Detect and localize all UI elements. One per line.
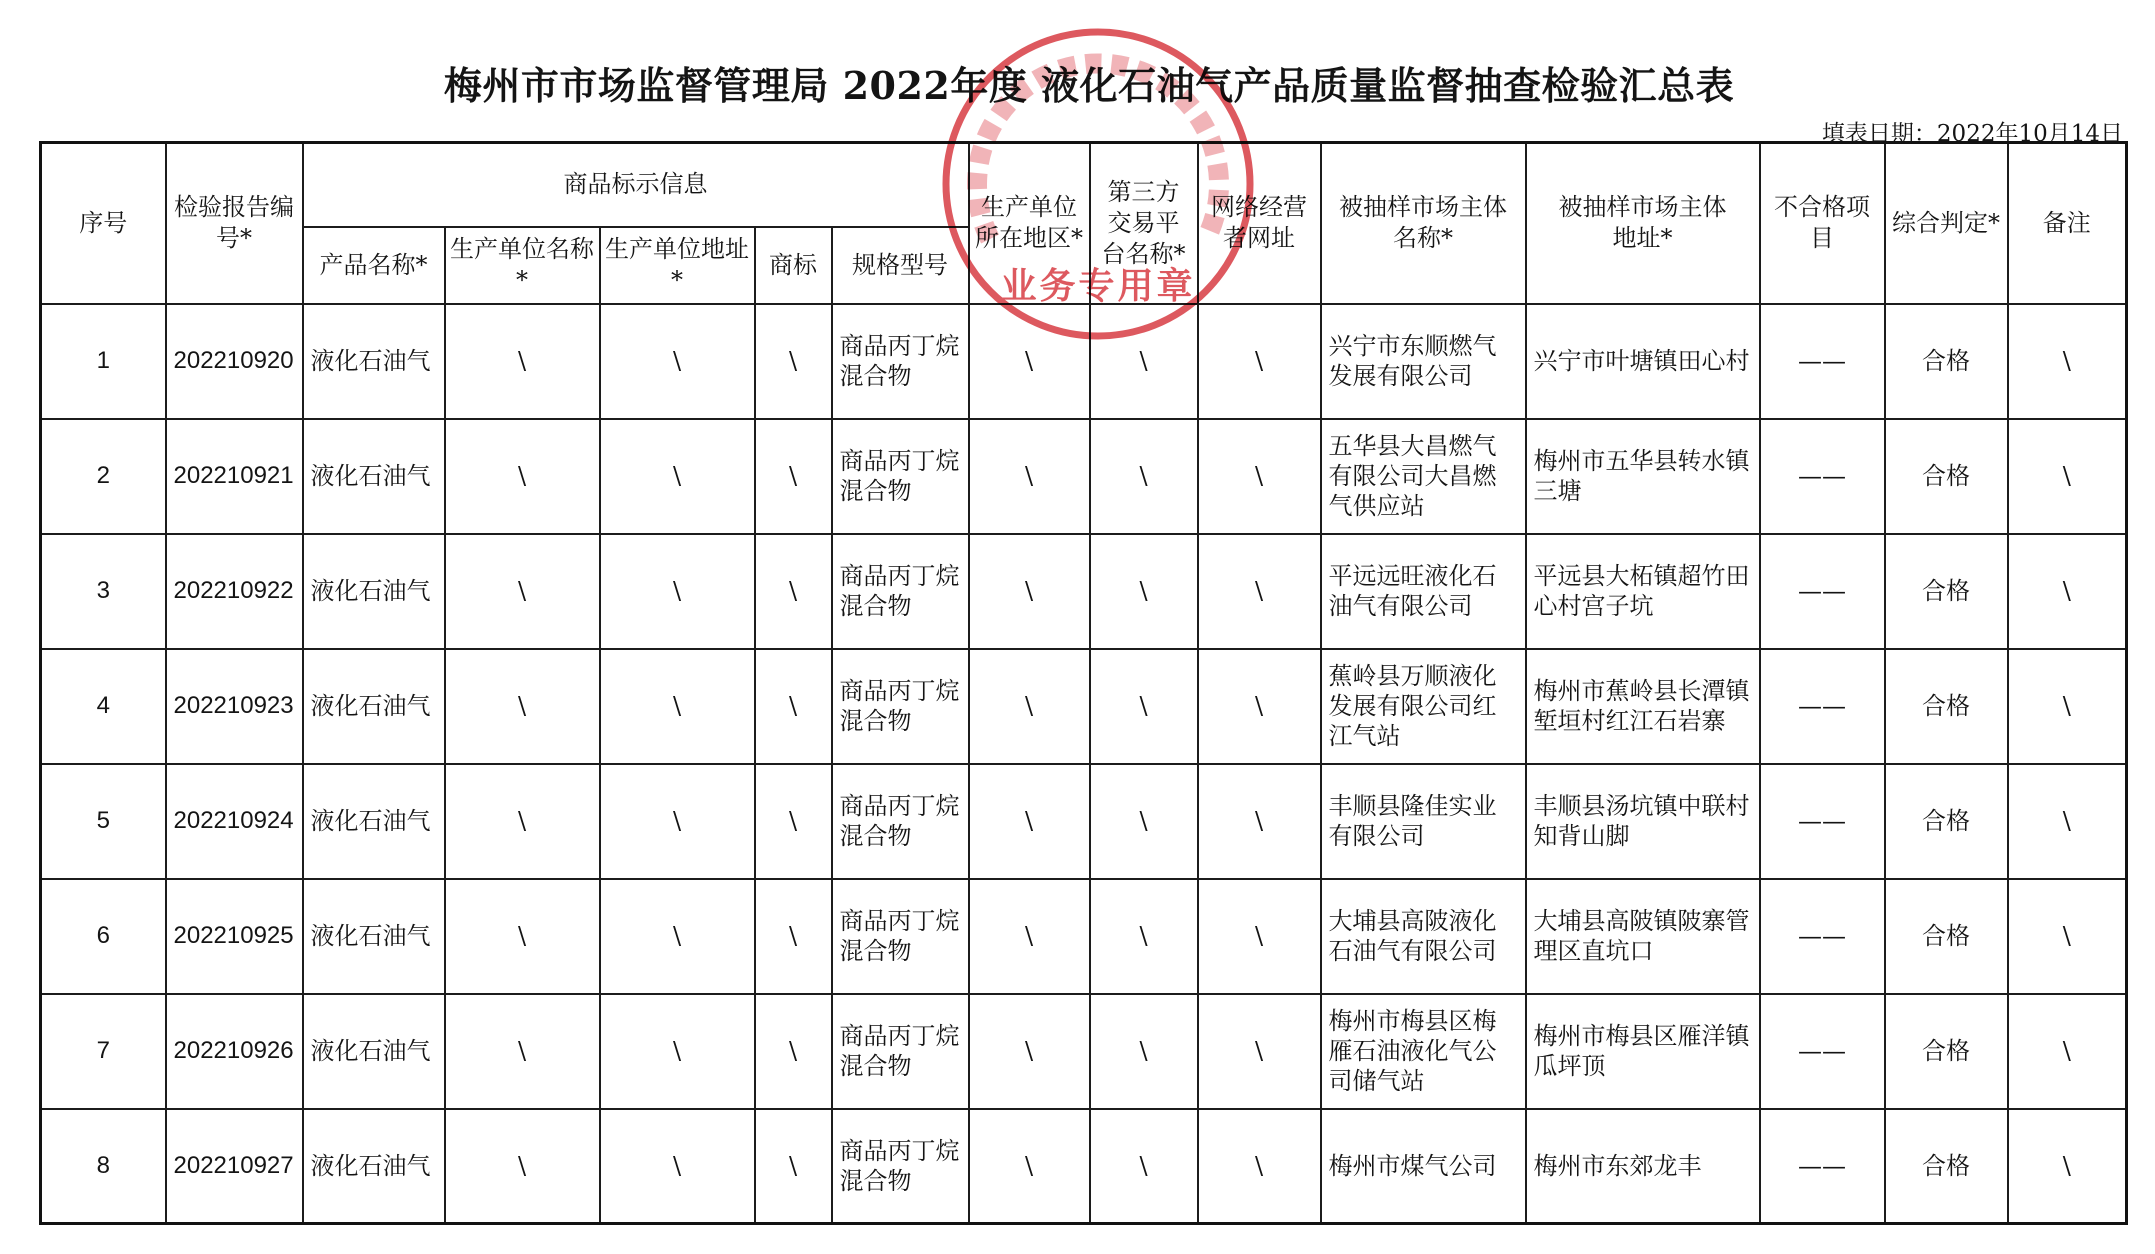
spec-model-text: 商品丙丁烷混合物 bbox=[839, 677, 960, 735]
cell-overall-judgment: 合格 bbox=[1885, 994, 2008, 1109]
cell-report-no: 202210920 bbox=[166, 304, 303, 419]
cell-trademark: \ bbox=[755, 879, 832, 994]
header-trademark bbox=[755, 227, 832, 304]
cell-overall-judgment: 合格 bbox=[1885, 764, 2008, 879]
cell-manufacturer-address: \ bbox=[600, 994, 755, 1109]
cell-remarks: \ bbox=[2008, 764, 2127, 879]
table-row bbox=[41, 764, 2127, 879]
cell-product-name bbox=[303, 1109, 445, 1224]
cell-nonconforming-items: —— bbox=[1760, 994, 1885, 1109]
cell-sampled-entity-name bbox=[1321, 1109, 1526, 1224]
spec-model-text: 商品丙丁烷混合物 bbox=[839, 562, 960, 620]
cell-seq: 5 bbox=[41, 764, 166, 879]
table-row bbox=[41, 649, 2127, 764]
cell-manufacturer-name: \ bbox=[445, 534, 600, 649]
cell-trademark: \ bbox=[755, 994, 832, 1109]
cell-report-no: 202210924 bbox=[166, 764, 303, 879]
table-row bbox=[41, 304, 2127, 419]
sampled-entity-address-text: 梅州市五华县转水镇三塘 bbox=[1533, 447, 1750, 505]
sampled-entity-name-text: 兴宁市东顺燃气发展有限公司 bbox=[1328, 332, 1497, 390]
header-nonconforming-items-label: 不合格项目 bbox=[1774, 193, 1870, 253]
header-sampled-entity-name bbox=[1321, 143, 1526, 304]
cell-sampled-entity-name bbox=[1321, 764, 1526, 879]
cell-sampled-entity-address bbox=[1526, 534, 1760, 649]
cell-platform-name: \ bbox=[1090, 879, 1198, 994]
sampled-entity-address-text: 梅州市东郊龙丰 bbox=[1533, 1151, 1702, 1180]
cell-overall-judgment: 合格 bbox=[1885, 419, 2008, 534]
header-trademark-label: 商标 bbox=[769, 250, 817, 279]
header-spec-model bbox=[832, 227, 969, 304]
cell-nonconforming-items: —— bbox=[1760, 304, 1885, 419]
cell-sampled-entity-address bbox=[1526, 994, 1760, 1109]
header-remarks bbox=[2008, 143, 2127, 304]
sampled-entity-address-text: 兴宁市叶塘镇田心村 bbox=[1533, 347, 1750, 375]
cell-overall-judgment: 合格 bbox=[1885, 649, 2008, 764]
header-manufacturer-region-label: 生产单位所在地区* bbox=[974, 193, 1083, 253]
spec-model-text: 商品丙丁烷混合物 bbox=[839, 332, 960, 390]
cell-product-name bbox=[303, 534, 445, 649]
cell-manufacturer-address: \ bbox=[600, 764, 755, 879]
cell-seq: 3 bbox=[41, 534, 166, 649]
sampled-entity-address-text: 大埔县高陂镇陂寨管理区直坑口 bbox=[1533, 907, 1750, 965]
sampled-entity-name-text: 平远远旺液化石油气有限公司 bbox=[1328, 562, 1497, 620]
cell-online-seller-url: \ bbox=[1198, 419, 1321, 534]
cell-product-name bbox=[303, 649, 445, 764]
cell-spec-model bbox=[832, 1109, 969, 1224]
header-sampled-entity-name-label: 被抽样市场主体名称* bbox=[1339, 193, 1507, 253]
cell-sampled-entity-name bbox=[1321, 419, 1526, 534]
cell-seq: 8 bbox=[41, 1109, 166, 1224]
cell-trademark: \ bbox=[755, 764, 832, 879]
header-product-name bbox=[303, 227, 445, 304]
cell-online-seller-url: \ bbox=[1198, 764, 1321, 879]
cell-trademark: \ bbox=[755, 304, 832, 419]
cell-seq: 2 bbox=[41, 419, 166, 534]
cell-report-no: 202210927 bbox=[166, 1109, 303, 1224]
cell-spec-model bbox=[832, 534, 969, 649]
cell-manufacturer-region: \ bbox=[969, 1109, 1090, 1224]
product-name-text: 液化石油气 bbox=[310, 1151, 431, 1180]
cell-nonconforming-items: —— bbox=[1760, 649, 1885, 764]
cell-remarks: \ bbox=[2008, 1109, 2127, 1224]
header-platform-name-label: 第三方交易平台名称* bbox=[1101, 177, 1186, 268]
cell-nonconforming-items: —— bbox=[1760, 1109, 1885, 1224]
seal-text: 业务专用章 bbox=[1000, 266, 1196, 307]
header-overall-judgment-label: 综合判定* bbox=[1892, 208, 2000, 237]
cell-sampled-entity-name bbox=[1321, 879, 1526, 994]
cell-manufacturer-name: \ bbox=[445, 304, 600, 419]
cell-platform-name: \ bbox=[1090, 534, 1198, 649]
cell-overall-judgment: 合格 bbox=[1885, 304, 2008, 419]
spec-model-text: 商品丙丁烷混合物 bbox=[839, 1022, 960, 1080]
header-sampled-entity-address-label: 被抽样市场主体地址* bbox=[1558, 193, 1727, 253]
cell-manufacturer-name: \ bbox=[445, 649, 600, 764]
cell-manufacturer-name: \ bbox=[445, 879, 600, 994]
cell-manufacturer-name: \ bbox=[445, 764, 600, 879]
cell-platform-name: \ bbox=[1090, 649, 1198, 764]
inspection-summary-table bbox=[39, 141, 2128, 1225]
cell-manufacturer-region: \ bbox=[969, 994, 1090, 1109]
cell-product-name bbox=[303, 304, 445, 419]
table-row bbox=[41, 419, 2127, 534]
sampled-entity-name-text: 梅州市煤气公司 bbox=[1328, 1151, 1497, 1180]
cell-report-no: 202210925 bbox=[166, 879, 303, 994]
header-spec-model-label: 规格型号 bbox=[852, 250, 948, 279]
cell-manufacturer-region: \ bbox=[969, 649, 1090, 764]
header-online-seller-url-label: 网络经营者网址 bbox=[1211, 193, 1307, 253]
table-row bbox=[41, 1109, 2127, 1224]
cell-sampled-entity-address bbox=[1526, 879, 1760, 994]
sampled-entity-name-text: 五华县大昌燃气有限公司大昌燃气供应站 bbox=[1328, 432, 1497, 520]
cell-trademark: \ bbox=[755, 1109, 832, 1224]
cell-report-no: 202210922 bbox=[166, 534, 303, 649]
spec-model-text: 商品丙丁烷混合物 bbox=[839, 792, 960, 850]
header-sampled-entity-address bbox=[1526, 143, 1760, 304]
cell-manufacturer-address: \ bbox=[600, 304, 755, 419]
table-header bbox=[41, 143, 2127, 304]
cell-spec-model bbox=[832, 994, 969, 1109]
cell-sampled-entity-address bbox=[1526, 1109, 1760, 1224]
cell-overall-judgment: 合格 bbox=[1885, 1109, 2008, 1224]
product-name-text: 液化石油气 bbox=[310, 922, 431, 950]
sampled-entity-address-text: 梅州市蕉岭县长潭镇堑垣村红江石岩寨 bbox=[1533, 677, 1750, 735]
cell-sampled-entity-address bbox=[1526, 419, 1760, 534]
cell-product-name bbox=[303, 994, 445, 1109]
cell-spec-model bbox=[832, 304, 969, 419]
header-manufacturer-address-label: 生产单位地址* bbox=[604, 235, 749, 294]
header-nonconforming-items bbox=[1760, 143, 1885, 304]
header-manufacturer-region bbox=[969, 143, 1090, 304]
cell-online-seller-url: \ bbox=[1198, 1109, 1321, 1224]
header-product-name-label: 产品名称* bbox=[319, 250, 428, 279]
cell-sampled-entity-address bbox=[1526, 304, 1760, 419]
cell-trademark: \ bbox=[755, 534, 832, 649]
cell-manufacturer-address: \ bbox=[600, 649, 755, 764]
cell-sampled-entity-name bbox=[1321, 649, 1526, 764]
header-report-no bbox=[166, 143, 303, 304]
cell-seq: 6 bbox=[41, 879, 166, 994]
cell-platform-name: \ bbox=[1090, 764, 1198, 879]
cell-seq: 1 bbox=[41, 304, 166, 419]
document-title: 梅州市市场监督管理局 2022年度 液化石油气产品质量监督抽查检验汇总表 bbox=[443, 63, 1735, 108]
cell-sampled-entity-name bbox=[1321, 994, 1526, 1109]
cell-manufacturer-name: \ bbox=[445, 994, 600, 1109]
cell-overall-judgment: 合格 bbox=[1885, 879, 2008, 994]
header-manufacturer-address bbox=[600, 227, 755, 304]
cell-manufacturer-region: \ bbox=[969, 534, 1090, 649]
cell-platform-name: \ bbox=[1090, 1109, 1198, 1224]
cell-seq: 4 bbox=[41, 649, 166, 764]
product-name-text: 液化石油气 bbox=[310, 692, 431, 720]
cell-platform-name: \ bbox=[1090, 304, 1198, 419]
cell-platform-name: \ bbox=[1090, 419, 1198, 534]
product-name-text: 液化石油气 bbox=[310, 577, 431, 605]
header-seq-label: 序号 bbox=[79, 208, 128, 237]
cell-manufacturer-address: \ bbox=[600, 534, 755, 649]
cell-nonconforming-items: —— bbox=[1760, 879, 1885, 994]
table-body bbox=[41, 304, 2127, 1224]
cell-spec-model bbox=[832, 764, 969, 879]
header-platform-name bbox=[1090, 143, 1198, 304]
spec-model-text: 商品丙丁烷混合物 bbox=[839, 907, 960, 965]
cell-remarks: \ bbox=[2008, 649, 2127, 764]
product-name-text: 液化石油气 bbox=[310, 807, 431, 835]
cell-nonconforming-items: —— bbox=[1760, 764, 1885, 879]
sampled-entity-name-text: 大埔县高陂液化石油气有限公司 bbox=[1328, 907, 1497, 965]
cell-remarks: \ bbox=[2008, 304, 2127, 419]
cell-manufacturer-name: \ bbox=[445, 1109, 600, 1224]
header-online-seller-url bbox=[1198, 143, 1321, 304]
sampled-entity-address-text: 梅州市梅县区雁洋镇瓜坪顶 bbox=[1533, 1022, 1750, 1080]
cell-remarks: \ bbox=[2008, 419, 2127, 534]
cell-online-seller-url: \ bbox=[1198, 879, 1321, 994]
cell-manufacturer-region: \ bbox=[969, 304, 1090, 419]
cell-seq: 7 bbox=[41, 994, 166, 1109]
cell-product-name bbox=[303, 879, 445, 994]
header-remarks-label: 备注 bbox=[2042, 208, 2091, 237]
header-manufacturer-name-label: 生产单位名称* bbox=[449, 235, 594, 294]
cell-product-name bbox=[303, 764, 445, 879]
header-seq bbox=[41, 143, 166, 304]
cell-nonconforming-items: —— bbox=[1760, 534, 1885, 649]
cell-platform-name: \ bbox=[1090, 994, 1198, 1109]
cell-report-no: 202210926 bbox=[166, 994, 303, 1109]
cell-overall-judgment: 合格 bbox=[1885, 534, 2008, 649]
cell-report-no: 202210921 bbox=[166, 419, 303, 534]
cell-online-seller-url: \ bbox=[1198, 304, 1321, 419]
cell-manufacturer-region: \ bbox=[969, 764, 1090, 879]
sampled-entity-name-text: 蕉岭县万顺液化发展有限公司红江气站 bbox=[1328, 662, 1497, 750]
cell-sampled-entity-address bbox=[1526, 649, 1760, 764]
header-row-top bbox=[41, 143, 2127, 227]
cell-sampled-entity-address bbox=[1526, 764, 1760, 879]
cell-product-name bbox=[303, 419, 445, 534]
table-row bbox=[41, 994, 2127, 1109]
cell-spec-model bbox=[832, 649, 969, 764]
cell-manufacturer-address: \ bbox=[600, 1109, 755, 1224]
table-row bbox=[41, 534, 2127, 649]
cell-spec-model bbox=[832, 879, 969, 994]
cell-remarks: \ bbox=[2008, 879, 2127, 994]
header-manufacturer-name bbox=[445, 227, 600, 304]
cell-trademark: \ bbox=[755, 649, 832, 764]
sampled-entity-name-text: 丰顺县隆佳实业有限公司 bbox=[1328, 792, 1497, 850]
cell-manufacturer-region: \ bbox=[969, 419, 1090, 534]
cell-manufacturer-address: \ bbox=[600, 879, 755, 994]
sampled-entity-name-text: 梅州市梅县区梅雁石油液化气公司储气站 bbox=[1328, 1007, 1497, 1095]
cell-sampled-entity-name bbox=[1321, 534, 1526, 649]
cell-nonconforming-items: —— bbox=[1760, 419, 1885, 534]
header-overall-judgment bbox=[1885, 143, 2008, 304]
cell-online-seller-url: \ bbox=[1198, 994, 1321, 1109]
spec-model-text: 商品丙丁烷混合物 bbox=[839, 1136, 960, 1195]
fill-date: 填表日期：2022年10月14日 bbox=[1821, 121, 2123, 147]
cell-spec-model bbox=[832, 419, 969, 534]
cell-online-seller-url: \ bbox=[1198, 649, 1321, 764]
cell-remarks: \ bbox=[2008, 534, 2127, 649]
cell-trademark: \ bbox=[755, 419, 832, 534]
product-name-text: 液化石油气 bbox=[310, 462, 431, 490]
header-product-info-group bbox=[303, 143, 969, 227]
cell-online-seller-url: \ bbox=[1198, 534, 1321, 649]
product-name-text: 液化石油气 bbox=[310, 347, 431, 375]
cell-manufacturer-region: \ bbox=[969, 879, 1090, 994]
spec-model-text: 商品丙丁烷混合物 bbox=[839, 447, 960, 505]
sampled-entity-address-text: 丰顺县汤坑镇中联村知背山脚 bbox=[1533, 792, 1750, 850]
cell-manufacturer-address: \ bbox=[600, 419, 755, 534]
header-report-no-label: 检验报告编号* bbox=[174, 193, 294, 253]
cell-remarks: \ bbox=[2008, 994, 2127, 1109]
product-name-text: 液化石油气 bbox=[310, 1037, 431, 1065]
sampled-entity-address-text: 平远县大柘镇超竹田心村宫子坑 bbox=[1533, 562, 1750, 620]
cell-report-no: 202210923 bbox=[166, 649, 303, 764]
cell-manufacturer-name: \ bbox=[445, 419, 600, 534]
table-row bbox=[41, 879, 2127, 994]
cell-sampled-entity-name bbox=[1321, 304, 1526, 419]
header-product-info-group-label: 商品标示信息 bbox=[563, 170, 708, 199]
